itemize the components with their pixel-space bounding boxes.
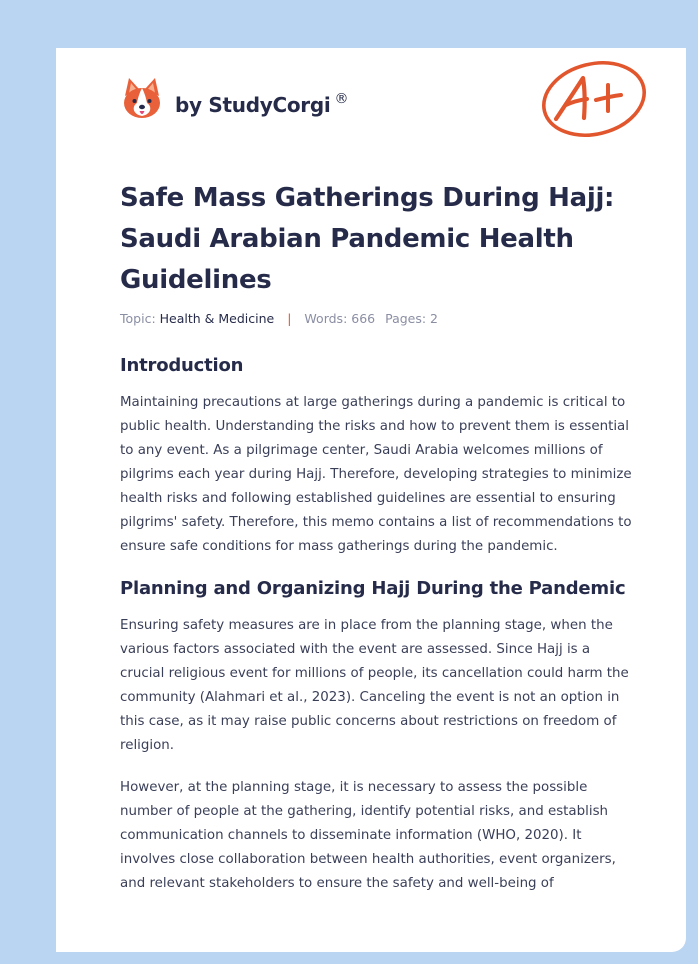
document-meta [120,311,438,326]
page-count: Pages: 2 [385,311,439,326]
topic-label: Topic: [120,311,156,326]
topic-link[interactable]: Health & Medicine [159,311,275,326]
section-heading: Planning and Organizing Hajj During the Pandemic [120,578,626,599]
word-count: Words: 666 [304,311,376,326]
document-body [120,354,638,896]
registered-mark: ® [334,91,349,107]
studycorgi-logo[interactable] [122,76,348,122]
section-heading: Introduction [120,355,244,376]
paragraph: Maintaining precautions at large gatherings during a pandemic is critical to public health. Understanding the risks and how to prevent them is essential to any event. As a pilgrimage center, Saudi Arabia welcomes millions of pilgrims each year during Hajj. Therefore, developing strategies to minimize health risks and following established guidelines are essential to ensuring pilgrims' safety. Therefore, this memo contains a list of recommendations to ensure safe conditions for mass gatherings during the pandemic. [120,395,632,554]
corgi-logo-icon [122,76,162,122]
document-page [56,48,686,952]
paragraph: Ensuring safety measures are in place from the planning stage, when the various factors associated with the event are assessed. Since Hajj is a crucial religious event for millions of people, its cancellation could harm the community (Alahmari et al., 2023). Canceling the event is not an option in this case, as it may raise public concerns about restrictions on freedom of religion. [120,618,629,753]
document-title: Safe Mass Gatherings During Hajj: Saudi Arabian Pandemic Health Guidelines [120,183,615,295]
paragraph: However, at the planning stage, it is necessary to assess the possible number of people at the gathering, identify potential risks, and establish communication channels to disseminate information (WHO, 2020). It involves close collaboration between health authorities, event organizers, and relevant stakeholders to ensure the safety and well-being of [120,780,616,891]
brand-name: by StudyCorgi ® [175,91,349,117]
a-plus-grade-icon [538,58,648,140]
meta-separator: | [287,311,292,326]
